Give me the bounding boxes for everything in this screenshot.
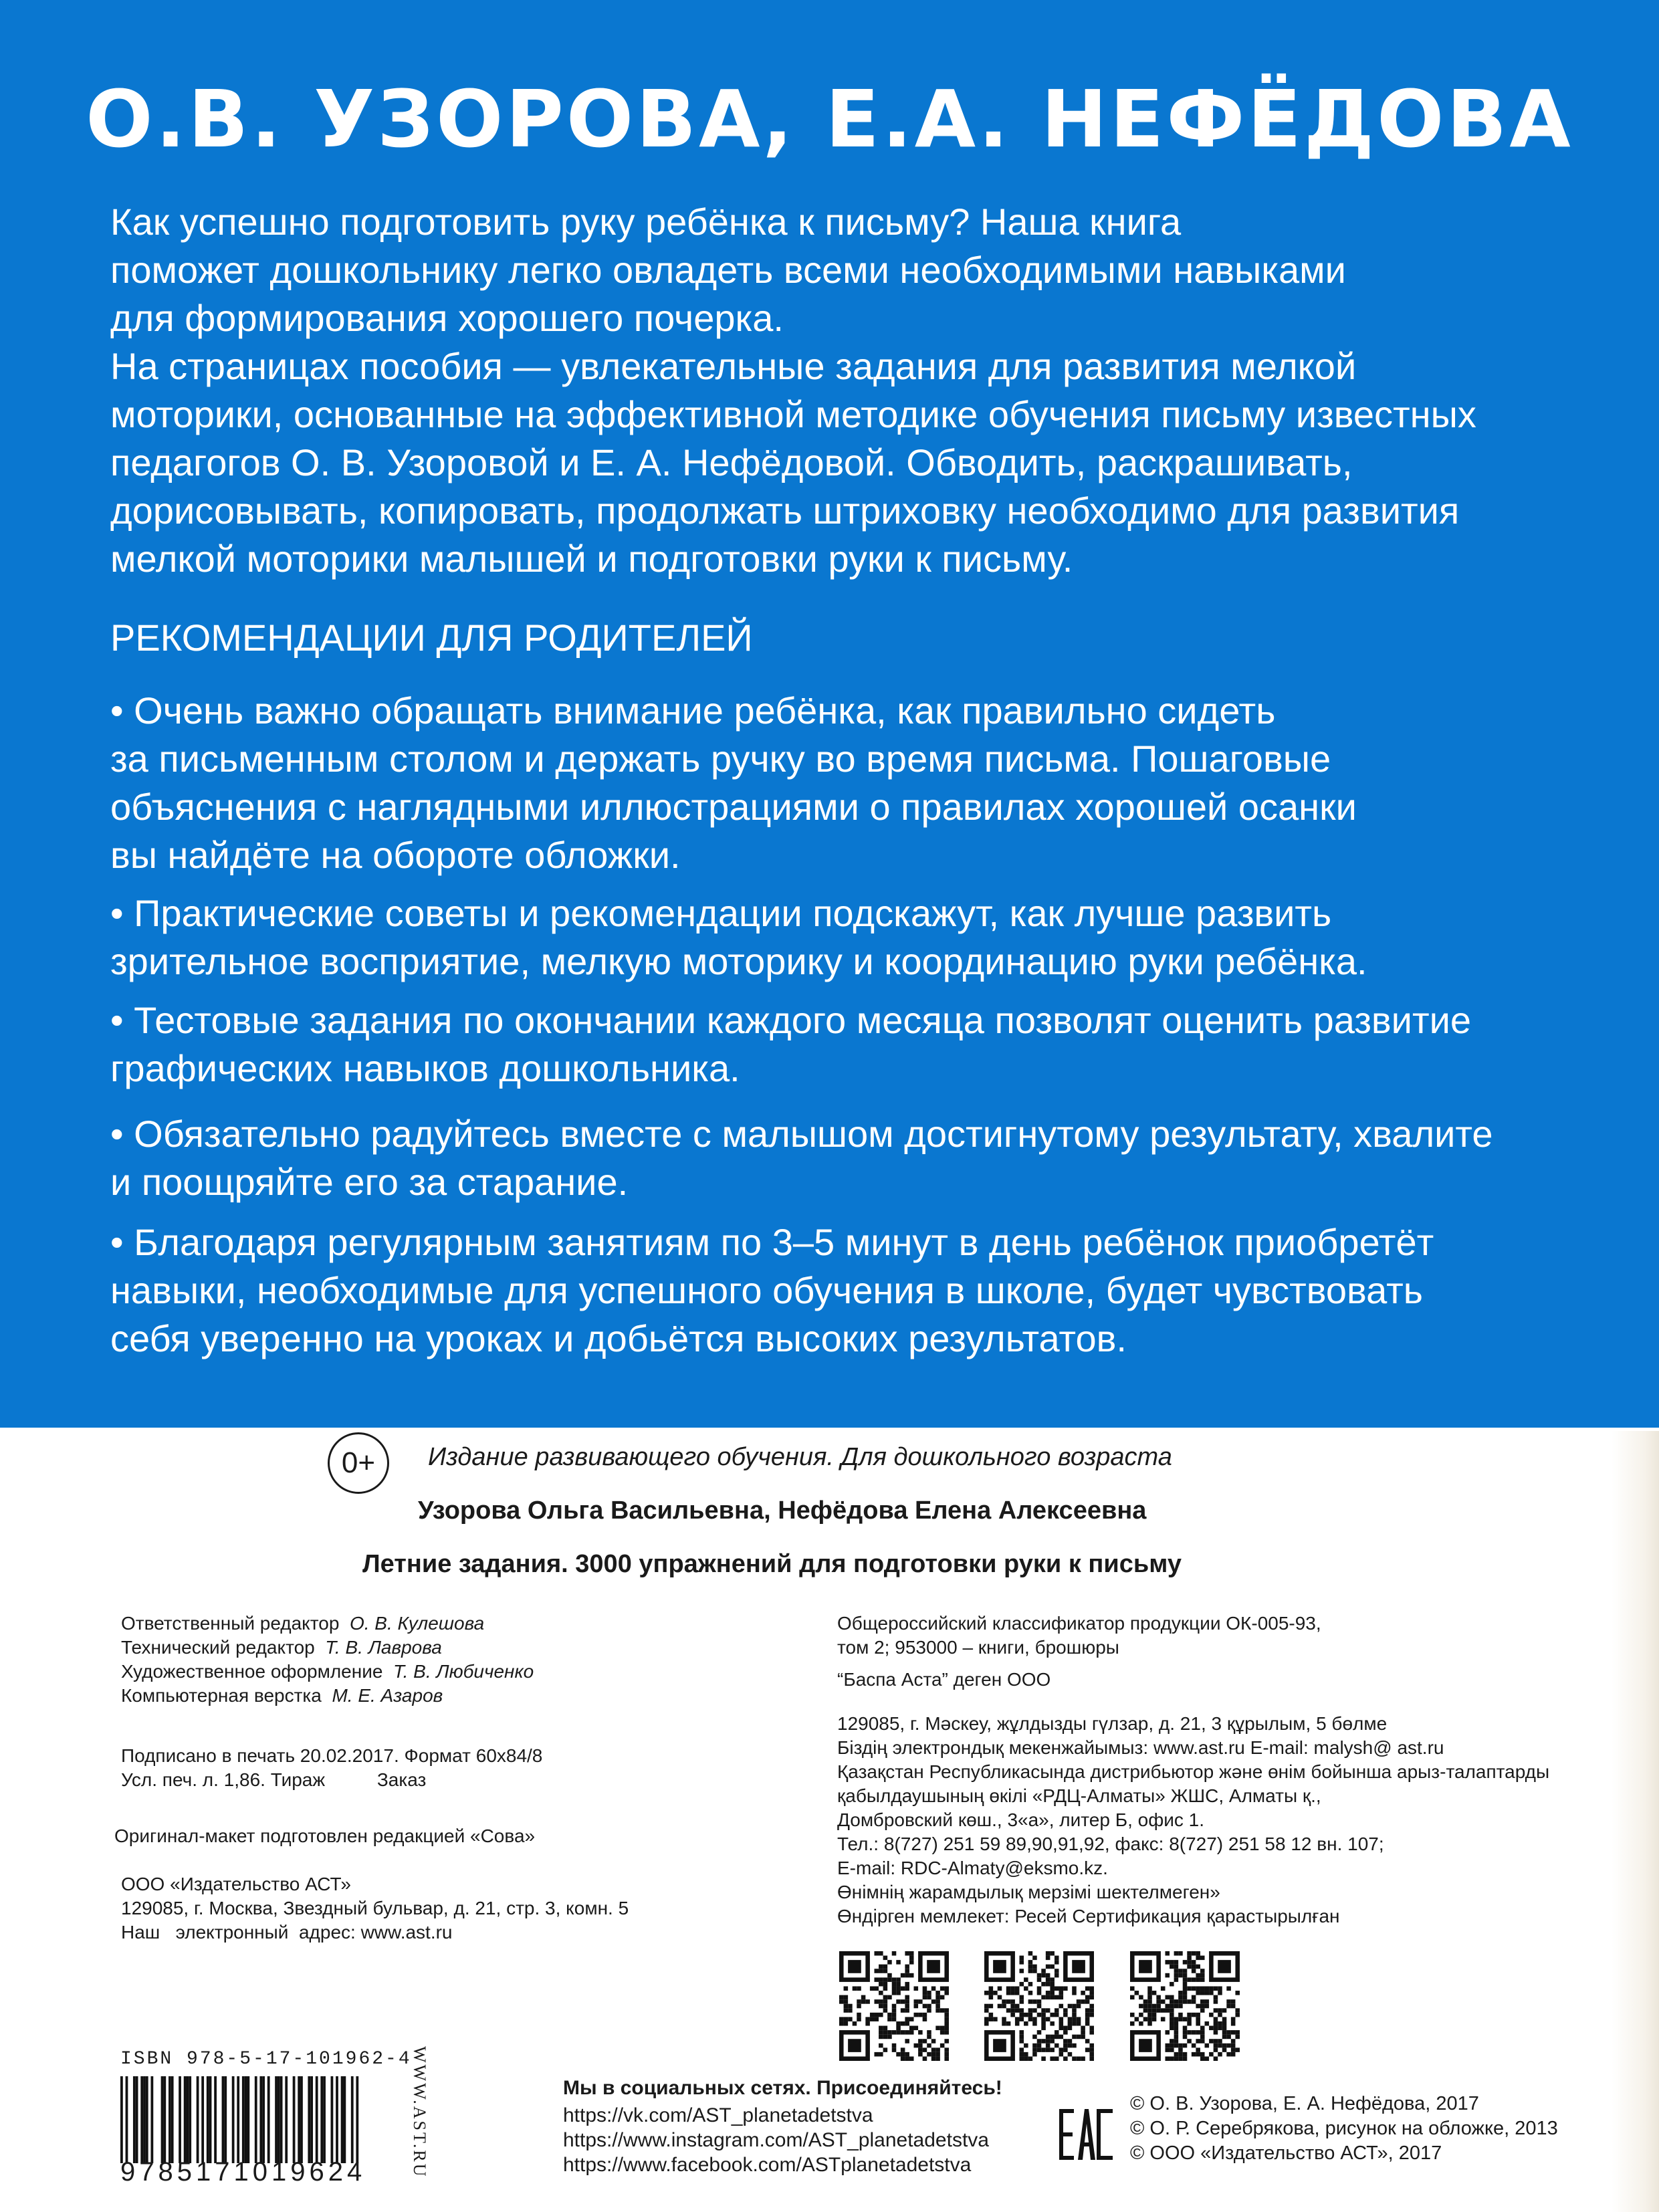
recommendation-bullet	[110, 889, 1601, 986]
info-line: Домбровский көш., 3«а», литер Б, офис 1.	[837, 1809, 1205, 1830]
recommendation-bullet	[110, 1218, 1601, 1363]
credit-name: Т. В. Лаврова	[325, 1637, 442, 1658]
publisher-info	[121, 1872, 629, 1945]
bullet-line: объяснения с наглядными иллюстрациями о правилах хорошей осанки	[110, 786, 1357, 828]
bullet-line: зрительное восприятие, мелкую моторику и координацию руки ребёнка.	[110, 940, 1367, 982]
copyright-line: © О. Р. Серебрякова, рисунок на обложке, 2013	[1130, 2118, 1558, 2139]
info-line: 129085, г. Мәскеу, жұлдызды гүлзар, д. 21, 3 құрылым, 5 бөлме	[837, 1713, 1388, 1734]
print-info-line: Подписано в печать 20.02.2017. Формат 60x84/8	[121, 1745, 543, 1766]
intro-line: для формирования хорошего почерка.	[110, 297, 784, 339]
bullet-line: себя уверенно на уроках и добьётся высоких результатов.	[110, 1317, 1127, 1359]
copyrights	[1130, 2092, 1558, 2166]
intro-line: моторики, основанные на эффективной методике обучения письму известных	[110, 393, 1476, 435]
recommendation-bullet	[110, 996, 1601, 1093]
author-full-names: Узорова Ольга Васильевна, Нефёдова Елена Алексеевна	[418, 1497, 1147, 1525]
info-line: Өнімнің жарамдылық мерзімі шектелмеген»	[837, 1882, 1220, 1902]
credit-row	[121, 1660, 534, 1684]
bullet-line: графических навыков дошкольника.	[110, 1047, 740, 1089]
barcode	[120, 2076, 361, 2163]
bullet-line: • Обязательно радуйтесь вместе с малышом достигнутому результату, хвалите	[110, 1113, 1493, 1155]
credit-name: Т. В. Любиченко	[393, 1661, 534, 1682]
info-line: Общероссийский классификатор продукции ОК-005-93,	[837, 1613, 1321, 1634]
copyright-line: © ООО «Издательство АСТ», 2017	[1130, 2142, 1442, 2164]
social-link-instagram[interactable]: https://www.instagram.com/AST_planetadetstva	[563, 2129, 989, 2151]
website-vertical: WWW.AST.RU	[410, 2046, 429, 2179]
editorial-credits	[121, 1612, 534, 1708]
credit-row	[121, 1612, 534, 1636]
credit-name: М. Е. Азаров	[332, 1685, 443, 1706]
classification-and-distributor	[837, 1612, 1549, 1928]
barcode-digits: 9785171019624	[120, 2157, 366, 2187]
isbn: ISBN 978-5-17-101962-4	[120, 2049, 412, 2070]
credit-role: Компьютерная верстка	[121, 1685, 322, 1706]
copyright-line: © О. В. Узорова, Е. А. Нефёдова, 2017	[1130, 2093, 1479, 2114]
publisher-line: ООО «Издательство АСТ»	[121, 1874, 351, 1894]
bullet-line: вы найдёте на обороте обложки.	[110, 834, 681, 876]
qr-code[interactable]	[984, 1951, 1094, 2061]
spacer	[837, 1660, 1549, 1668]
qr-code[interactable]	[839, 1951, 949, 2061]
bullet-line: за письменным столом и держать ручку во время письма. Пошаговые	[110, 738, 1331, 780]
qr-code[interactable]	[1130, 1951, 1240, 2061]
recommendations-heading: РЕКОМЕНДАЦИИ ДЛЯ РОДИТЕЛЕЙ	[110, 617, 753, 659]
age-rating-badge: 0+	[328, 1432, 389, 1494]
social-link-facebook[interactable]: https://www.facebook.com/ASTplanetadetstva	[563, 2154, 972, 2176]
bullet-line: навыки, необходимые для успешного обучения в школе, будет чувствовать	[110, 1269, 1423, 1311]
info-line: Біздің электрондық мекенжайымыз: www.ast.ru E-mail: malysh@ ast.ru	[837, 1737, 1444, 1758]
bullet-line: • Очень важно обращать внимание ребёнка, как правильно сидеть	[110, 689, 1276, 732]
intro-line: поможет дошкольнику легко овладеть всеми необходимыми навыками	[110, 249, 1346, 291]
info-line: Тел.: 8(727) 251 59 89,90,91,92, факс: 8(727) 251 58 12 вн. 107;	[837, 1834, 1384, 1854]
credit-role: Художественное оформление	[121, 1661, 383, 1682]
credit-role: Технический редактор	[121, 1637, 315, 1658]
bullet-line: и поощряйте его за старание.	[110, 1161, 629, 1203]
bullet-line: • Благодаря регулярным занятиям по 3–5 минут в день ребёнок приобретёт	[110, 1221, 1434, 1263]
edition-type: Издание развивающего обучения. Для дошкольного возраста	[428, 1443, 1172, 1471]
info-line: Қазақстан Республикасында дистрибьютор және өнім бойынша арыз-талаптарды	[837, 1761, 1550, 1782]
info-line: Өндірген мемлекет: Ресей Сертификация қарастырылған	[837, 1906, 1340, 1926]
social-links	[563, 2103, 989, 2177]
intro-line: педагогов О. В. Узоровой и Е. А. Нефёдовой. Обводить, раскрашивать,	[110, 441, 1353, 483]
eac-certification-icon	[1055, 2104, 1117, 2165]
print-info-line: Усл. печ. л. 1,86. Тираж Заказ	[121, 1769, 427, 1790]
intro-line: На страницах пособия — увлекательные задания для развития мелкой	[110, 345, 1357, 387]
credit-row	[121, 1684, 534, 1708]
cover-authors: О.В. УЗОРОВА, Е.А. НЕФЁДОВА	[86, 73, 1573, 165]
intro-line: мелкой моторики малышей и подготовки руки к письму.	[110, 538, 1073, 580]
info-line: “Баспа Аста” деген ООО	[837, 1669, 1051, 1690]
bullet-line: • Тестовые задания по окончании каждого месяца позволят оценить развитие	[110, 999, 1472, 1041]
page-edge-shadow	[1612, 1431, 1659, 2212]
credit-row	[121, 1636, 534, 1660]
book-title: Летние задания. 3000 упражнений для подготовки руки к письму	[362, 1550, 1182, 1578]
publisher-line: Наш электронный адрес: www.ast.ru	[121, 1922, 453, 1943]
info-line: қабылдаушының өкілі «РДЦ-Алматы» ЖШС, Алматы қ.,	[837, 1785, 1321, 1806]
recommendation-bullet	[110, 687, 1601, 879]
social-heading: Мы в социальных сетях. Присоединяйтесь!	[563, 2077, 1002, 2099]
info-line: E-mail: RDC-Almaty@eksmo.kz.	[837, 1858, 1108, 1878]
layout-credit: Оригинал-макет подготовлен редакцией «Сова»	[114, 1826, 536, 1846]
spacer	[837, 1692, 1549, 1712]
credit-name: О. В. Кулешова	[349, 1613, 485, 1634]
recommendation-bullet	[110, 1110, 1601, 1206]
social-link-vk[interactable]: https://vk.com/AST_planetadetstva	[563, 2104, 873, 2126]
credit-role: Ответственный редактор	[121, 1613, 340, 1634]
intro-line: Как успешно подготовить руку ребёнка к письму? Наша книга	[110, 201, 1182, 243]
bullet-line: • Практические советы и рекомендации подскажут, как лучше развить	[110, 892, 1332, 934]
info-line: том 2; 953000 – книги, брошюры	[837, 1637, 1119, 1658]
intro-line: дорисовывать, копировать, продолжать штриховку необходимо для развития	[110, 489, 1460, 532]
intro-paragraph	[110, 198, 1601, 583]
print-info	[121, 1744, 542, 1792]
publisher-line: 129085, г. Москва, Звездный бульвар, д. 21, стр. 3, комн. 5	[121, 1898, 629, 1918]
